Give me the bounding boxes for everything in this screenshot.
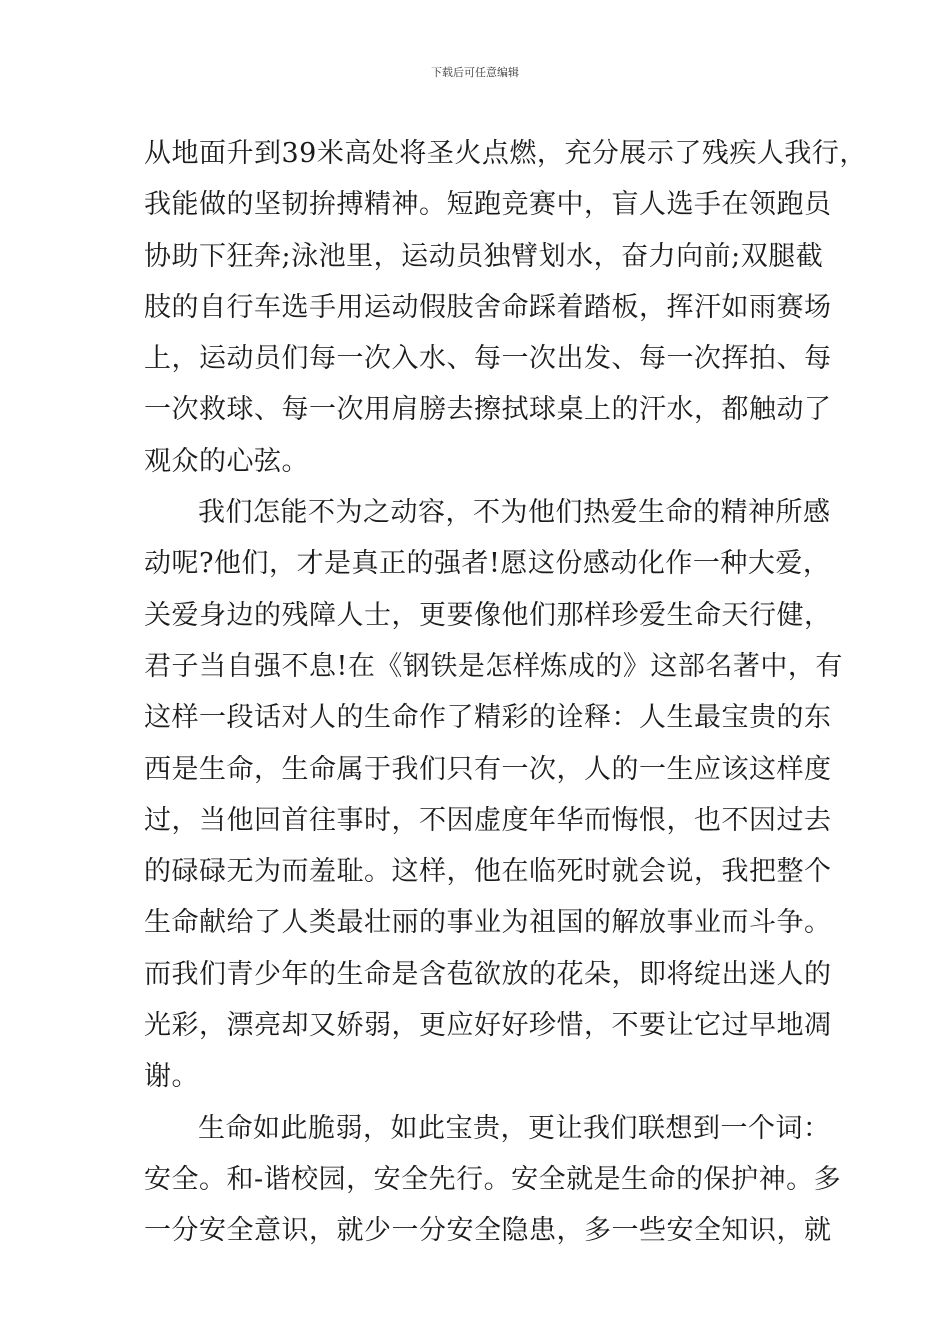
text-line: 安全。和-谐校园，安全先行。安全就是生命的保护神。多 xyxy=(144,1163,842,1195)
text-line: 协助下狂奔;泳池里，运动员独臂划水，奋力向前;双腿截 xyxy=(144,240,824,272)
text-line: 上，运动员们每一次入水、每一次出发、每一次挥拍、每 xyxy=(144,343,832,375)
text-line: 光彩，漂亮却又娇弱，更应好好珍惜，不要让它过早地凋 xyxy=(144,1010,832,1042)
text-line: 生命如此脆弱，如此宝贵，更让我们联想到一个词： xyxy=(198,1112,831,1144)
paragraph-3 xyxy=(144,1103,842,1257)
text-line: 谢。 xyxy=(144,1061,199,1093)
text-line: 生命献给了人类最壮丽的事业为祖国的解放事业而斗争。 xyxy=(144,907,832,939)
text-line: 西是生命，生命属于我们只有一次，人的一生应该这样度 xyxy=(144,753,832,785)
text-line: 一分安全意识，就少一分安全隐患，多一些安全知识，就 xyxy=(144,1215,832,1247)
text-line: 君子当自强不息!在《钢铁是怎样炼成的》这部名著中，有 xyxy=(144,650,843,682)
text-line: 而我们青少年的生命是含苞欲放的花朵，即将绽出迷人的 xyxy=(144,958,832,990)
paragraph-2 xyxy=(144,487,843,1103)
paragraph-1 xyxy=(144,128,867,487)
text-line: 从地面升到39米高处将圣火点燃，充分展示了残疾人我行， xyxy=(144,138,867,169)
page-header: 下载后可任意编辑 xyxy=(431,66,519,79)
text-line: 我能做的坚韧拚搏精神。短跑竞赛中，盲人选手在领跑员 xyxy=(144,189,832,221)
text-line: 观众的心弦。 xyxy=(144,445,309,477)
text-line: 这样一段话对人的生命作了精彩的诠释：人生最宝贵的东 xyxy=(144,702,832,734)
text-line: 过，当他回首往事时，不因虚度年华而悔恨，也不因过去 xyxy=(144,804,832,836)
text-line: 关爱身边的残障人士，更要像他们那样珍爱生命天行健， xyxy=(144,599,832,631)
document-body xyxy=(144,128,867,1257)
text-line: 我们怎能不为之动容，不为他们热爱生命的精神所感 xyxy=(198,497,831,529)
text-line: 一次救球、每一次用肩膀去擦拭球桌上的汗水，都触动了 xyxy=(144,394,832,426)
text-line: 动呢?他们，才是真正的强者!愿这份感动化作一种大爱， xyxy=(144,548,831,580)
text-line: 肢的自行车选手用运动假肢舍命踩着踏板，挥汗如雨赛场 xyxy=(144,291,832,323)
text-line: 的碌碌无为而羞耻。这样，他在临死时就会说，我把整个 xyxy=(144,856,832,888)
